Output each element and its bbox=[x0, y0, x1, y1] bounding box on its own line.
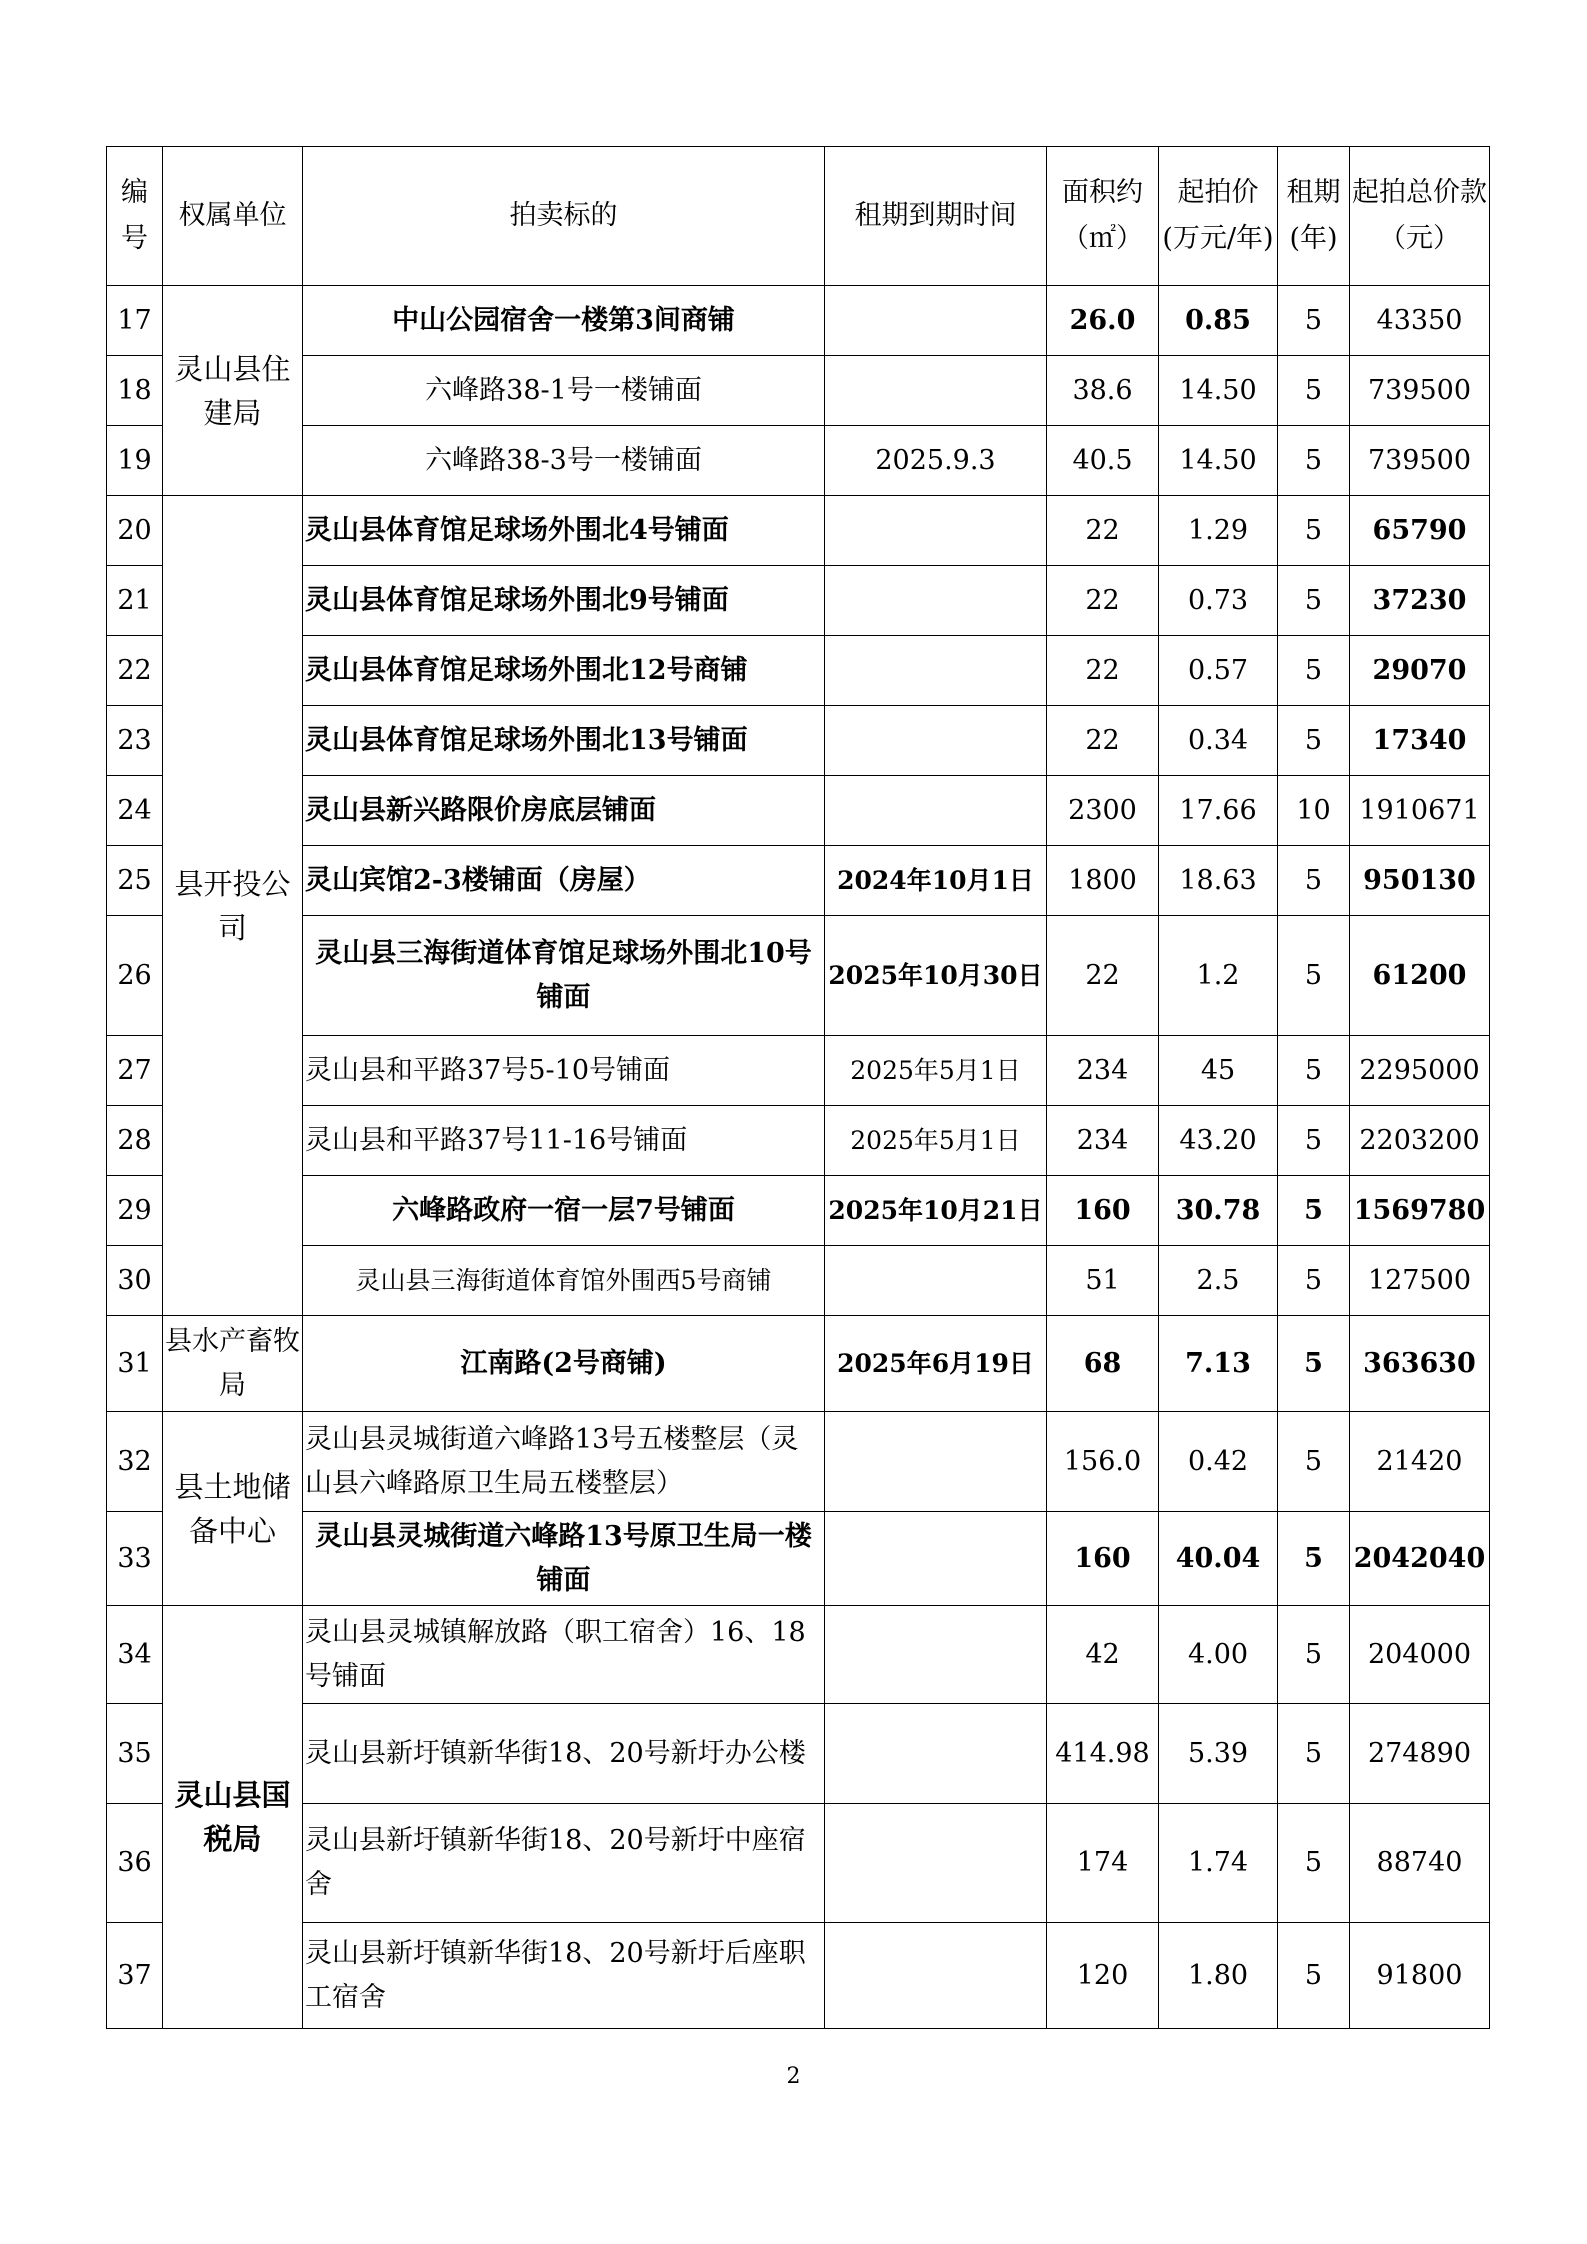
header-row bbox=[107, 147, 1490, 286]
row-price: 14.50 bbox=[1159, 426, 1278, 496]
row-term: 5 bbox=[1278, 566, 1350, 636]
row-no: 27 bbox=[107, 1036, 163, 1106]
row-price: 1.2 bbox=[1159, 916, 1278, 1036]
row-price: 0.73 bbox=[1159, 566, 1278, 636]
row-total: 37230 bbox=[1350, 566, 1490, 636]
owner-shuichan: 县水产畜牧局 bbox=[163, 1316, 303, 1412]
table-row bbox=[107, 1704, 1490, 1804]
row-subject: 灵山县新圩镇新华街18、20号新圩办公楼 bbox=[303, 1704, 825, 1804]
row-subject: 灵山县灵城街道六峰路13号五楼整层（灵山县六峰路原卫生局五楼整层） bbox=[303, 1412, 825, 1512]
row-price: 2.5 bbox=[1159, 1246, 1278, 1316]
row-no: 32 bbox=[107, 1412, 163, 1512]
row-price: 7.13 bbox=[1159, 1316, 1278, 1412]
row-price: 0.34 bbox=[1159, 706, 1278, 776]
row-expiry bbox=[825, 1412, 1047, 1512]
row-no: 17 bbox=[107, 286, 163, 356]
row-no: 24 bbox=[107, 776, 163, 846]
row-expiry bbox=[825, 636, 1047, 706]
row-price: 1.80 bbox=[1159, 1923, 1278, 2029]
row-total: 21420 bbox=[1350, 1412, 1490, 1512]
row-term: 5 bbox=[1278, 1512, 1350, 1606]
owner-tudi: 县土地储备中心 bbox=[163, 1412, 303, 1606]
table-row bbox=[107, 846, 1490, 916]
row-price: 4.00 bbox=[1159, 1606, 1278, 1704]
owner-guoshui: 灵山县国税局 bbox=[163, 1606, 303, 2029]
row-no: 30 bbox=[107, 1246, 163, 1316]
row-area: 22 bbox=[1047, 496, 1159, 566]
table-row bbox=[107, 286, 1490, 356]
row-area: 26.0 bbox=[1047, 286, 1159, 356]
row-term: 5 bbox=[1278, 636, 1350, 706]
table-row bbox=[107, 1246, 1490, 1316]
table-row bbox=[107, 426, 1490, 496]
row-area: 22 bbox=[1047, 636, 1159, 706]
table-row bbox=[107, 706, 1490, 776]
row-subject: 灵山县灵城镇解放路（职工宿舍）16、18号铺面 bbox=[303, 1606, 825, 1704]
row-area: 68 bbox=[1047, 1316, 1159, 1412]
row-area: 120 bbox=[1047, 1923, 1159, 2029]
row-area: 156.0 bbox=[1047, 1412, 1159, 1512]
row-subject: 灵山县新圩镇新华街18、20号新圩中座宿舍 bbox=[303, 1804, 825, 1923]
row-subject: 中山公园宿舍一楼第3间商铺 bbox=[303, 286, 825, 356]
row-price: 1.74 bbox=[1159, 1804, 1278, 1923]
row-no: 29 bbox=[107, 1176, 163, 1246]
table-row bbox=[107, 1804, 1490, 1923]
row-price: 0.57 bbox=[1159, 636, 1278, 706]
row-term: 10 bbox=[1278, 776, 1350, 846]
table-row bbox=[107, 776, 1490, 846]
row-term: 5 bbox=[1278, 1704, 1350, 1804]
row-term: 5 bbox=[1278, 286, 1350, 356]
row-subject: 灵山县三海街道体育馆外围西5号商铺 bbox=[303, 1246, 825, 1316]
row-expiry bbox=[825, 356, 1047, 426]
row-expiry bbox=[825, 286, 1047, 356]
table-row bbox=[107, 1512, 1490, 1606]
row-expiry bbox=[825, 1923, 1047, 2029]
row-expiry: 2025.9.3 bbox=[825, 426, 1047, 496]
row-total: 29070 bbox=[1350, 636, 1490, 706]
row-area: 1800 bbox=[1047, 846, 1159, 916]
header-no: 编号 bbox=[107, 147, 163, 286]
row-price: 18.63 bbox=[1159, 846, 1278, 916]
row-total: 17340 bbox=[1350, 706, 1490, 776]
row-total: 950130 bbox=[1350, 846, 1490, 916]
row-area: 160 bbox=[1047, 1512, 1159, 1606]
row-subject: 灵山县体育馆足球场外围北12号商铺 bbox=[303, 636, 825, 706]
row-subject: 灵山县体育馆足球场外围北4号铺面 bbox=[303, 496, 825, 566]
row-total: 739500 bbox=[1350, 356, 1490, 426]
row-expiry: 2025年5月1日 bbox=[825, 1106, 1047, 1176]
table-row bbox=[107, 356, 1490, 426]
row-term: 5 bbox=[1278, 1036, 1350, 1106]
page-number: 2 bbox=[786, 2064, 801, 2089]
table-row bbox=[107, 636, 1490, 706]
row-subject: 灵山县新圩镇新华街18、20号新圩后座职工宿舍 bbox=[303, 1923, 825, 2029]
row-term: 5 bbox=[1278, 1106, 1350, 1176]
table-row bbox=[107, 1923, 1490, 2029]
row-area: 2300 bbox=[1047, 776, 1159, 846]
row-total: 61200 bbox=[1350, 916, 1490, 1036]
row-total: 127500 bbox=[1350, 1246, 1490, 1316]
row-price: 5.39 bbox=[1159, 1704, 1278, 1804]
row-expiry bbox=[825, 1804, 1047, 1923]
row-term: 5 bbox=[1278, 706, 1350, 776]
header-owner: 权属单位 bbox=[163, 147, 303, 286]
table-row bbox=[107, 1412, 1490, 1512]
table-row bbox=[107, 916, 1490, 1036]
row-subject: 灵山县和平路37号5-10号铺面 bbox=[303, 1036, 825, 1106]
row-subject: 灵山县体育馆足球场外围北9号铺面 bbox=[303, 566, 825, 636]
row-no: 37 bbox=[107, 1923, 163, 2029]
row-no: 34 bbox=[107, 1606, 163, 1704]
row-price: 45 bbox=[1159, 1036, 1278, 1106]
row-total: 1569780 bbox=[1350, 1176, 1490, 1246]
row-total: 2042040 bbox=[1350, 1512, 1490, 1606]
row-area: 234 bbox=[1047, 1036, 1159, 1106]
row-subject: 六峰路38-1号一楼铺面 bbox=[303, 356, 825, 426]
row-area: 22 bbox=[1047, 566, 1159, 636]
row-area: 42 bbox=[1047, 1606, 1159, 1704]
row-expiry bbox=[825, 706, 1047, 776]
row-expiry: 2025年5月1日 bbox=[825, 1036, 1047, 1106]
row-total: 274890 bbox=[1350, 1704, 1490, 1804]
row-total: 43350 bbox=[1350, 286, 1490, 356]
row-area: 234 bbox=[1047, 1106, 1159, 1176]
row-total: 2295000 bbox=[1350, 1036, 1490, 1106]
table-row bbox=[107, 1036, 1490, 1106]
row-area: 22 bbox=[1047, 706, 1159, 776]
row-subject: 六峰路38-3号一楼铺面 bbox=[303, 426, 825, 496]
row-expiry bbox=[825, 1246, 1047, 1316]
row-expiry bbox=[825, 566, 1047, 636]
owner-kaitou: 县开投公司 bbox=[163, 496, 303, 1316]
row-subject: 灵山县体育馆足球场外围北13号铺面 bbox=[303, 706, 825, 776]
row-term: 5 bbox=[1278, 356, 1350, 426]
row-expiry: 2025年10月21日 bbox=[825, 1176, 1047, 1246]
row-price: 30.78 bbox=[1159, 1176, 1278, 1246]
row-subject: 灵山宾馆2-3楼铺面（房屋） bbox=[303, 846, 825, 916]
row-price: 1.29 bbox=[1159, 496, 1278, 566]
row-area: 174 bbox=[1047, 1804, 1159, 1923]
row-expiry bbox=[825, 1512, 1047, 1606]
row-no: 28 bbox=[107, 1106, 163, 1176]
table-row bbox=[107, 566, 1490, 636]
row-area: 40.5 bbox=[1047, 426, 1159, 496]
header-subject: 拍卖标的 bbox=[303, 147, 825, 286]
row-no: 33 bbox=[107, 1512, 163, 1606]
row-area: 414.98 bbox=[1047, 1704, 1159, 1804]
row-price: 17.66 bbox=[1159, 776, 1278, 846]
table-row bbox=[107, 1316, 1490, 1412]
row-term: 5 bbox=[1278, 1804, 1350, 1923]
row-expiry: 2024年10月1日 bbox=[825, 846, 1047, 916]
row-term: 5 bbox=[1278, 1176, 1350, 1246]
row-no: 26 bbox=[107, 916, 163, 1036]
row-price: 0.42 bbox=[1159, 1412, 1278, 1512]
header-term: 租期(年) bbox=[1278, 147, 1350, 286]
header-expiry: 租期到期时间 bbox=[825, 147, 1047, 286]
row-price: 43.20 bbox=[1159, 1106, 1278, 1176]
row-expiry bbox=[825, 1606, 1047, 1704]
row-area: 51 bbox=[1047, 1246, 1159, 1316]
row-total: 2203200 bbox=[1350, 1106, 1490, 1176]
row-term: 5 bbox=[1278, 1412, 1350, 1512]
row-term: 5 bbox=[1278, 846, 1350, 916]
auction-table bbox=[106, 146, 1490, 2029]
row-no: 22 bbox=[107, 636, 163, 706]
row-expiry bbox=[825, 1704, 1047, 1804]
row-term: 5 bbox=[1278, 426, 1350, 496]
row-subject: 灵山县新兴路限价房底层铺面 bbox=[303, 776, 825, 846]
row-term: 5 bbox=[1278, 916, 1350, 1036]
row-total: 204000 bbox=[1350, 1606, 1490, 1704]
row-price: 0.85 bbox=[1159, 286, 1278, 356]
row-total: 1910671 bbox=[1350, 776, 1490, 846]
row-term: 5 bbox=[1278, 1606, 1350, 1704]
row-no: 25 bbox=[107, 846, 163, 916]
row-total: 363630 bbox=[1350, 1316, 1490, 1412]
row-term: 5 bbox=[1278, 1316, 1350, 1412]
row-subject: 灵山县和平路37号11-16号铺面 bbox=[303, 1106, 825, 1176]
row-subject: 灵山县三海街道体育馆足球场外围北10号铺面 bbox=[303, 916, 825, 1036]
row-area: 38.6 bbox=[1047, 356, 1159, 426]
row-area: 22 bbox=[1047, 916, 1159, 1036]
row-expiry: 2025年10月30日 bbox=[825, 916, 1047, 1036]
row-no: 36 bbox=[107, 1804, 163, 1923]
row-subject: 六峰路政府一宿一层7号铺面 bbox=[303, 1176, 825, 1246]
row-no: 19 bbox=[107, 426, 163, 496]
row-total: 88740 bbox=[1350, 1804, 1490, 1923]
row-term: 5 bbox=[1278, 1923, 1350, 2029]
row-expiry: 2025年6月19日 bbox=[825, 1316, 1047, 1412]
row-no: 31 bbox=[107, 1316, 163, 1412]
row-total: 739500 bbox=[1350, 426, 1490, 496]
table-row bbox=[107, 1606, 1490, 1704]
row-no: 20 bbox=[107, 496, 163, 566]
row-no: 23 bbox=[107, 706, 163, 776]
row-no: 18 bbox=[107, 356, 163, 426]
row-price: 40.04 bbox=[1159, 1512, 1278, 1606]
table-row bbox=[107, 1176, 1490, 1246]
row-expiry bbox=[825, 496, 1047, 566]
header-price: 起拍价(万元/年) bbox=[1159, 147, 1278, 286]
header-area: 面积约（㎡） bbox=[1047, 147, 1159, 286]
row-expiry bbox=[825, 776, 1047, 846]
row-subject: 灵山县灵城街道六峰路13号原卫生局一楼铺面 bbox=[303, 1512, 825, 1606]
owner-zhujianju: 灵山县住建局 bbox=[163, 286, 303, 496]
row-subject: 江南路(2号商铺) bbox=[303, 1316, 825, 1412]
row-total: 91800 bbox=[1350, 1923, 1490, 2029]
row-no: 21 bbox=[107, 566, 163, 636]
row-term: 5 bbox=[1278, 496, 1350, 566]
row-term: 5 bbox=[1278, 1246, 1350, 1316]
table-row bbox=[107, 1106, 1490, 1176]
row-total: 65790 bbox=[1350, 496, 1490, 566]
row-area: 160 bbox=[1047, 1176, 1159, 1246]
table-row bbox=[107, 496, 1490, 566]
row-price: 14.50 bbox=[1159, 356, 1278, 426]
header-total: 起拍总价款（元） bbox=[1350, 147, 1490, 286]
row-no: 35 bbox=[107, 1704, 163, 1804]
